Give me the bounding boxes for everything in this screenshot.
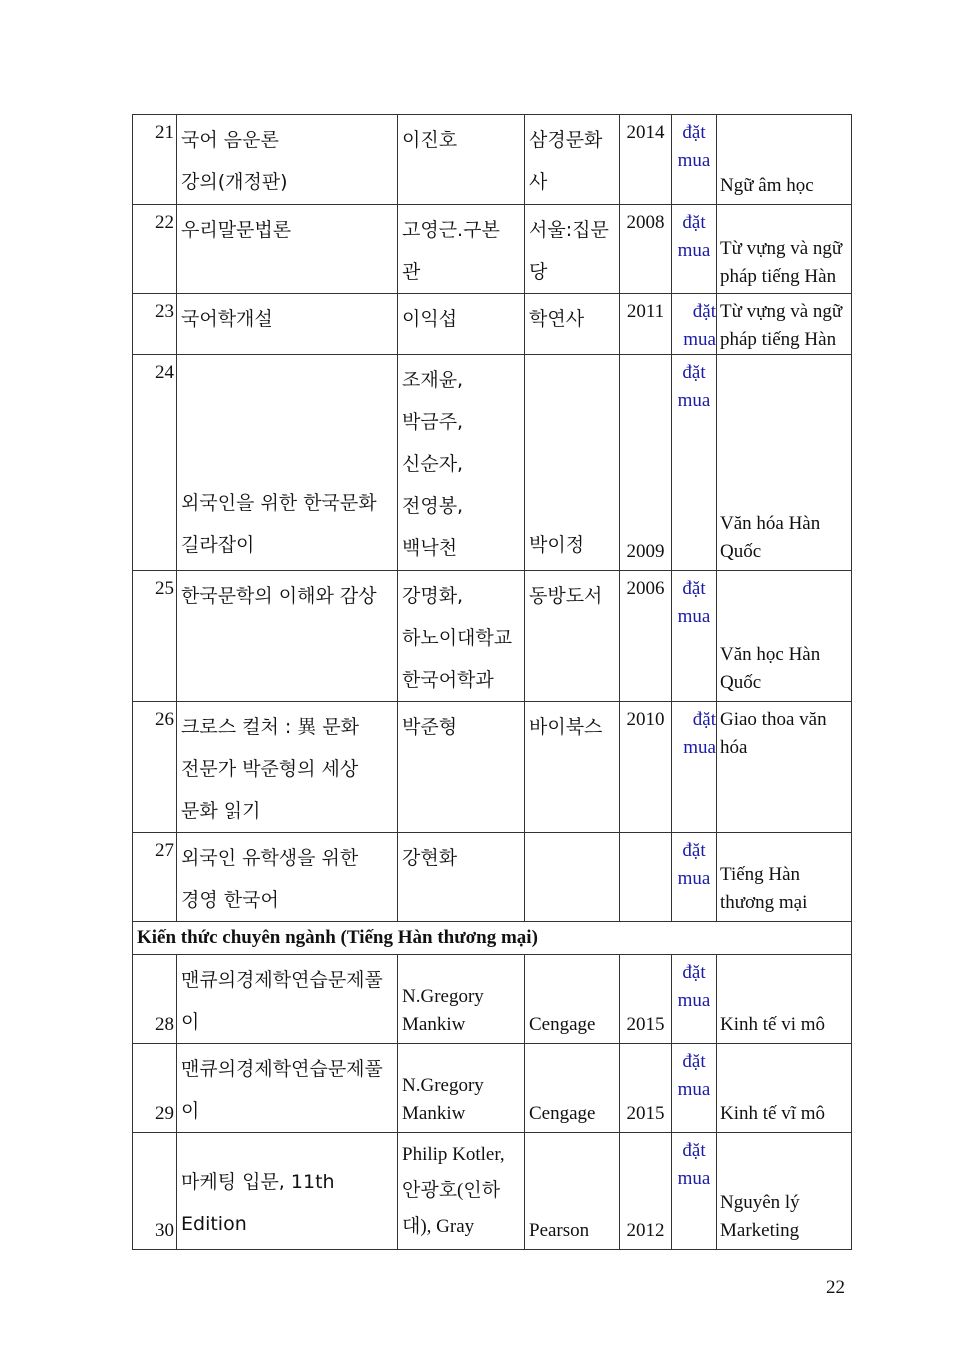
book-category: Ngữ âm học — [717, 115, 852, 205]
book-year — [620, 833, 672, 922]
book-title: 마케팅 입문, 11th Edition — [177, 1133, 398, 1250]
section-heading-row — [133, 922, 852, 955]
book-publisher: Cengage — [525, 955, 620, 1044]
book-publisher: Cengage — [525, 1044, 620, 1133]
book-author: 이익섭 — [398, 294, 525, 355]
book-year: 2014 — [620, 115, 672, 205]
book-author: 강명화, 하노이대학교 한국어학과 — [398, 571, 525, 702]
row-number: 24 — [133, 355, 177, 571]
order-link[interactable]: đặt mua — [672, 294, 717, 355]
order-link[interactable]: đặt mua — [672, 1133, 717, 1250]
row-number: 28 — [133, 955, 177, 1044]
book-author: 이진호 — [398, 115, 525, 205]
book-title: 국어 음운론 강의(개정판) — [177, 115, 398, 205]
book-category: Kinh tế vi mô — [717, 955, 852, 1044]
book-category: Giao thoa văn hóa — [717, 702, 852, 833]
book-year: 2015 — [620, 1044, 672, 1133]
book-publisher: 박이정 — [525, 355, 620, 571]
book-title: 맨큐의경제학연습문제풀 이 — [177, 1044, 398, 1133]
book-publisher: 학연사 — [525, 294, 620, 355]
book-year: 2009 — [620, 355, 672, 571]
book-year: 2010 — [620, 702, 672, 833]
page-number: 22 — [826, 1277, 845, 1298]
table-row — [133, 955, 852, 1044]
table-row — [133, 115, 852, 205]
book-title: 외국인을 위한 한국문화 길라잡이 — [177, 355, 398, 571]
row-number: 26 — [133, 702, 177, 833]
book-title: 맨큐의경제학연습문제풀 이 — [177, 955, 398, 1044]
book-year: 2012 — [620, 1133, 672, 1250]
order-link[interactable]: đặt mua — [672, 355, 717, 571]
order-link[interactable]: đặt mua — [672, 702, 717, 833]
table-row — [133, 1044, 852, 1133]
section-heading: Kiến thức chuyên ngành (Tiếng Hàn thương mại) — [133, 922, 852, 955]
row-number: 27 — [133, 833, 177, 922]
order-link[interactable]: đặt mua — [672, 571, 717, 702]
book-category: Từ vựng và ngữ pháp tiếng Hàn — [717, 205, 852, 294]
book-publisher: 서울:집문 당 — [525, 205, 620, 294]
book-year: 2006 — [620, 571, 672, 702]
book-title: 크로스 컬처 : 異 문화 전문가 박준형의 세상 문화 읽기 — [177, 702, 398, 833]
row-number: 30 — [133, 1133, 177, 1250]
book-category: Văn học Hàn Quốc — [717, 571, 852, 702]
book-author: 강현화 — [398, 833, 525, 922]
book-year: 2015 — [620, 955, 672, 1044]
book-category: Từ vựng và ngữ pháp tiếng Hàn — [717, 294, 852, 355]
book-publisher: 동방도서 — [525, 571, 620, 702]
table-row — [133, 355, 852, 571]
book-title: 한국문학의 이해와 감상 — [177, 571, 398, 702]
book-title: 외국인 유학생을 위한 경영 한국어 — [177, 833, 398, 922]
order-link[interactable]: đặt mua — [672, 1044, 717, 1133]
book-year: 2008 — [620, 205, 672, 294]
book-publisher: 삼경문화 사 — [525, 115, 620, 205]
table-row — [133, 294, 852, 355]
table-row — [133, 702, 852, 833]
row-number: 23 — [133, 294, 177, 355]
book-author: 고영근.구본 관 — [398, 205, 525, 294]
book-author: Philip Kotler, 안광호(인하 대), Gray — [398, 1133, 525, 1250]
row-number: 25 — [133, 571, 177, 702]
row-number: 21 — [133, 115, 177, 205]
order-link[interactable]: đặt mua — [672, 205, 717, 294]
book-category: Tiếng Hàn thương mại — [717, 833, 852, 922]
table-row — [133, 571, 852, 702]
book-publisher: Pearson — [525, 1133, 620, 1250]
order-link[interactable]: đặt mua — [672, 115, 717, 205]
book-category: Văn hóa Hàn Quốc — [717, 355, 852, 571]
book-category: Kinh tế vĩ mô — [717, 1044, 852, 1133]
book-author: N.Gregory Mankiw — [398, 1044, 525, 1133]
book-category: Nguyên lý Marketing — [717, 1133, 852, 1250]
book-author: 박준형 — [398, 702, 525, 833]
order-link[interactable]: đặt mua — [672, 955, 717, 1044]
book-author: 조재윤, 박금주, 신순자, 전영봉, 백낙천 — [398, 355, 525, 571]
table-row — [133, 833, 852, 922]
table-row — [133, 1133, 852, 1250]
book-publisher: 바이북스 — [525, 702, 620, 833]
book-title: 국어학개설 — [177, 294, 398, 355]
row-number: 22 — [133, 205, 177, 294]
row-number: 29 — [133, 1044, 177, 1133]
book-title: 우리말문법론 — [177, 205, 398, 294]
book-author: N.Gregory Mankiw — [398, 955, 525, 1044]
book-table — [132, 114, 852, 1250]
book-year: 2011 — [620, 294, 672, 355]
book-publisher — [525, 833, 620, 922]
order-link[interactable]: đặt mua — [672, 833, 717, 922]
table-row — [133, 205, 852, 294]
